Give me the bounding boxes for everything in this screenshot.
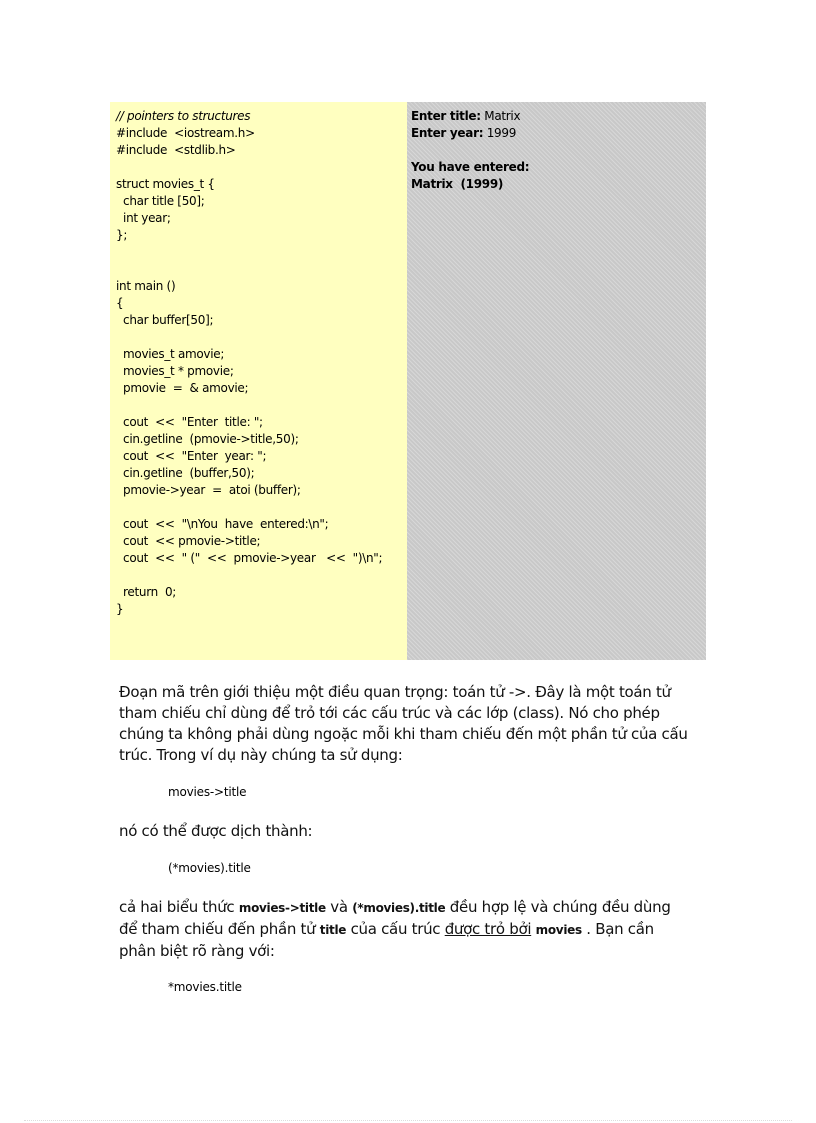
code-example-arrow: movies->title [168,785,247,799]
code-line: movies_t amovie; [116,347,225,361]
code-line [116,261,407,278]
paragraph-arrow-operator: Đoạn mã trên giới thiệu một điều quan trọng: toán tử ->. Đây là một toán tử tham chiếu chỉ dùng để trỏ tới các cấu trúc và các lớp (class). Nó cho phép chúng ta không phải dùng ngoặc mỗi khi tham chiếu đến một phần tử của cấu trúc. Trong ví dụ này chúng ta sử dụng: [119,683,688,764]
output-blank-line [411,142,706,159]
code-line: cout << " (" << pmovie->year << ")\n"; [116,551,383,565]
output-title-label: Enter title: [411,109,481,123]
paragraph-both-valid [119,897,689,962]
inline-code-deref: (*movies).title [352,901,446,915]
code-line: int year; [116,211,171,225]
code-line [116,329,407,346]
code-line: cin.getline (pmovie->title,50); [116,432,299,446]
page-bottom-rule [24,1120,792,1121]
code-line: }; [116,228,128,242]
code-line: cout << "\nYou have entered:\n"; [116,517,329,531]
code-line [116,499,407,516]
text-segment: và [325,898,353,916]
output-entered-label: You have entered: [411,160,530,174]
text-segment: đều hợp lệ và chúng đều dùng để tham chiếu đến phần tử [119,898,671,938]
code-line: char buffer[50]; [116,313,214,327]
inline-code-arrow: movies->title [238,901,326,915]
output-title-line [411,108,706,125]
code-line: #include <iostream.h> [116,126,255,140]
underlined-phrase: được trỏ bởi [444,920,532,938]
code-line: pmovie = & amovie; [116,381,249,395]
code-example-deref: (*movies).title [168,861,251,875]
text-segment: cả hai biểu thức [119,898,239,916]
code-line: return 0; [116,585,177,599]
code-line: int main () [116,279,176,293]
code-line: cout << pmovie->title; [116,534,261,548]
code-line [116,567,407,584]
code-line: pmovie->year = atoi (buffer); [116,483,301,497]
paragraph-translated: nó có thể được dịch thành: [119,822,313,840]
program-output [407,102,706,660]
code-line: movies_t * pmovie; [116,364,234,378]
text-segment: của cấu trúc [346,920,445,938]
code-line: { [116,296,124,310]
code-line: cout << "Enter year: "; [116,449,267,463]
code-line: // pointers to structures [116,109,251,123]
code-line [116,244,407,261]
code-line [116,397,407,414]
code-line: cin.getline (buffer,50); [116,466,255,480]
output-entered-value-line [411,176,706,193]
text-segment: . Bạn cần phân biệt rõ ràng với: [119,920,654,960]
output-year-line [411,125,706,142]
code-example-precedence: *movies.title [168,980,242,994]
output-year-value: 1999 [486,126,517,140]
code-line: struct movies_t { [116,177,215,191]
output-entered-line [411,159,706,176]
output-title-value: Matrix [484,109,521,123]
inline-code-title: title [319,923,347,937]
code-line: } [116,602,124,616]
code-line: #include <stdlib.h> [116,143,236,157]
output-entered-value: Matrix (1999) [411,177,504,191]
inline-code-movies: movies [535,923,582,937]
code-line [116,159,407,176]
code-listing [110,102,407,660]
code-line: char title [50]; [116,194,205,208]
output-year-label: Enter year: [411,126,484,140]
example-table [110,102,706,660]
code-line: cout << "Enter title: "; [116,415,263,429]
